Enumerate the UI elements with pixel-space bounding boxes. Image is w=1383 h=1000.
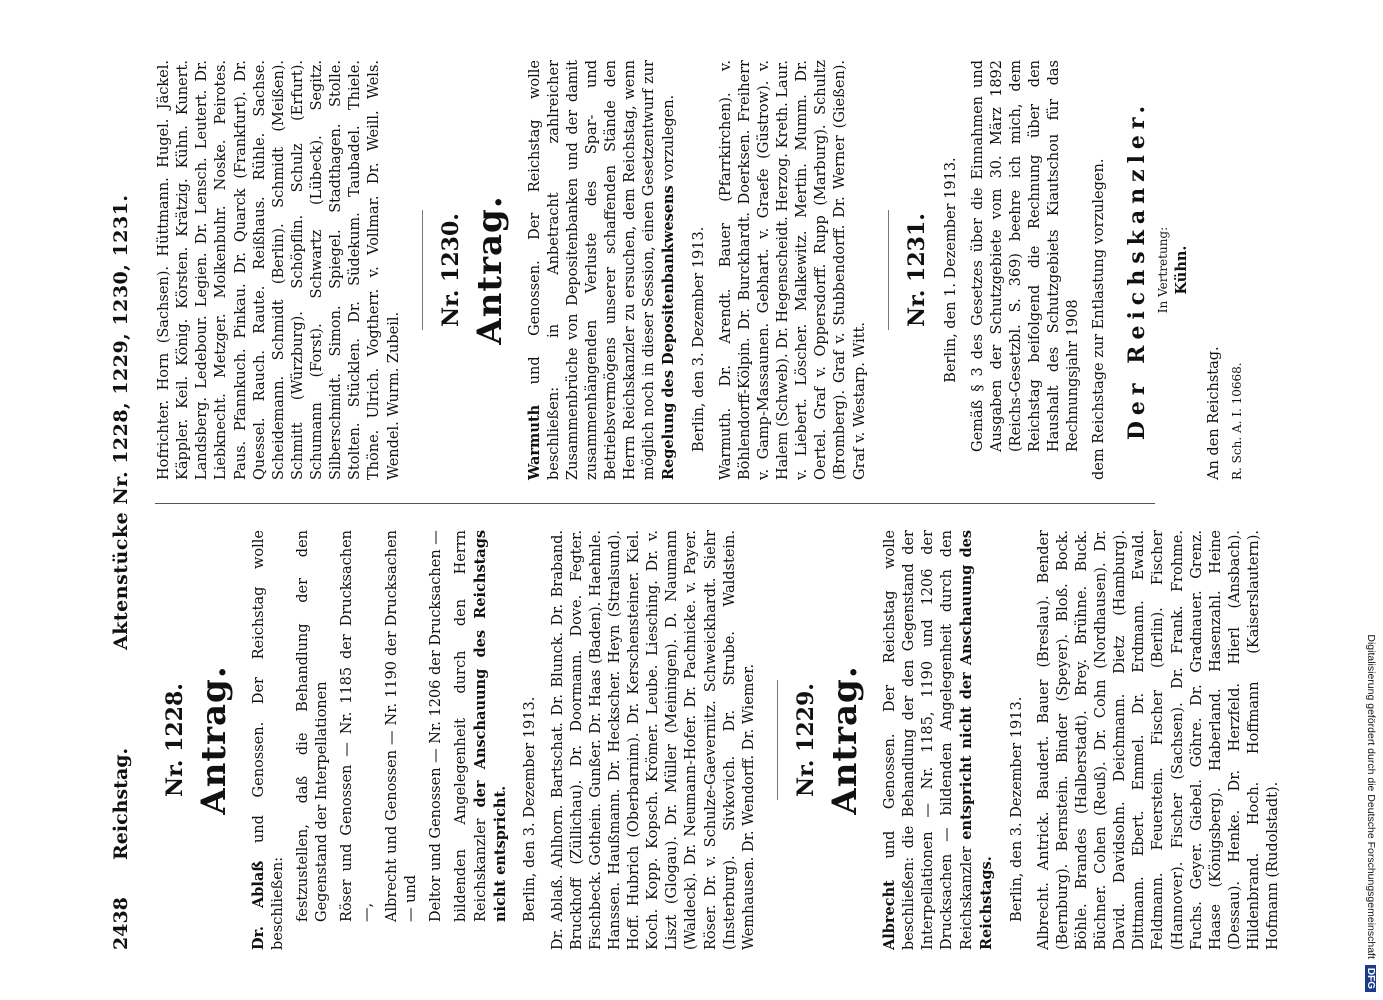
doc-date: Berlin, den 3. Dezember 1913.	[522, 696, 539, 922]
document-1229	[792, 530, 1283, 950]
doc-number: Nr. 1231.	[903, 213, 930, 327]
intro-name: Albrecht	[880, 880, 898, 950]
intro-end: vorzulegen.	[661, 94, 678, 181]
intro-text: und Genossen. Der Reichstag wolle beschließen:	[250, 529, 287, 950]
reference-number: R. Sch. A. I. 10668.	[1229, 362, 1244, 480]
doc-number: Nr. 1230.	[437, 213, 464, 327]
left-column	[155, 530, 1293, 950]
doc-number: Nr. 1228.	[162, 683, 188, 797]
doc-date: Berlin, den 1. Dezember 1913.	[942, 157, 959, 383]
rotated-document-page	[100, 50, 1282, 950]
doc-heading: Antrag.	[469, 195, 510, 345]
signatories-continued: Hofrichter. Horn (Sachsen). Hüttmann. Hugel. Jäckel. Käppler. Keil. König. Körsten. Krätzig. Kühn. Kunert. Landsberg. Ledebour. Legien. Dr. Lensch. Leutert. Dr. Liebknecht. Metzger. Molkenbuhr. Noske. Peirotes. Paus. Pfannkuch. Pinkau. Dr. Quarck (Frankfurt). Dr. Quessel. Rauch. Raute. Reißhaus. Rühle. Sachse. Scheidemann. Schmidt (Berlin). Schmidt (Meißen). Schmitt (Würzburg). Schöpflin. Schulz (Erfurt). Schumann (Forst). Schwartz (Lübeck). Segitz. Silberschmidt. Simon. Spiegel. Stadthagen. Stolle. Stolten. Stücklen. Dr. Südekum. Taubadel. Thiele. Thöne. Ulrich. Vogtherr. v. Vollmar. Dr. Weill. Wels. Wendel. Wurm. Zubeil.	[156, 60, 402, 480]
signatories: Dr. Ablaß. Ahlhorn. Bartschat. Dr. Blunck. Dr. Braband. Bruckhoff (Züllichau). Dr. Doormann. Dove. Fegter. Fischbeck. Gothein. Gunßer. Dr. Haas (Baden). Haehnle. Hanssen. Haußmann. Dr. Heckscher. Heyn (Stralsund). Hoff. Hubrich (Oberbarnim). Dr. Kerschensteiner. Kiel. Koch. Kopp. Kopsch. Krömer. Leube. Liesching. Dr. v. Liszt (Glogau). Dr. Müller (Meiningen). D. Naumann (Waldeck). Dr. Neumann-Hofer. Dr. Pachnicke. v. Payer. Röser. Dr. v. Schulze-Gaevernitz. Schweickhardt. Siehr (Insterburg). Sivkovich. Dr. Strube. Waldstein. Wemhausen. Dr. Wendorff. Dr. Wiemer.	[549, 530, 757, 950]
intro-paragraph	[249, 530, 288, 950]
motion-item	[452, 530, 511, 950]
body-end: dem Reichstage zur Entlastung vorzulegen.	[1090, 158, 1107, 480]
doc-heading: Antrag.	[194, 665, 235, 815]
header-title: Aktenstücke Nr. 1228, 1229, 1230, 1231.	[110, 194, 132, 650]
doc-date: Berlin, den 3. Dezember 1913.	[690, 226, 707, 452]
intro-text: und Genossen. Der Reichstag wolle beschließen: in Anbetracht zahlreicher Zusammenbrüche von Depositenbanken und der damit zusammenhängenden Verluste des Spar- und Betriebsvermögens unserer schaffenden Stände den Herrn Reichskanzler zu ersuchen, dem Reichstag, wenn möglich noch in dieser Session, einen Gesetzentwurf zur	[526, 59, 658, 480]
funding-text-wrapper	[1361, 8, 1381, 996]
doc-date: Berlin, den 3. Dezember 1913.	[1008, 696, 1025, 922]
document-1231	[903, 60, 1246, 480]
section-separator	[777, 680, 778, 800]
signer-name: Kühn.	[1172, 245, 1190, 295]
addressee: An den Reichstag.	[1205, 346, 1222, 480]
page-header	[100, 50, 140, 950]
intro-emphasis: entspricht nicht der Anschauung des Reichstags.	[958, 530, 996, 950]
funding-text: Digitalisierung gefördert durch die Deutsche Forschungsgemeinschaft	[1365, 634, 1377, 959]
page-number: 2438	[110, 897, 132, 950]
doc-heading: Antrag.	[824, 665, 865, 815]
right-column	[155, 60, 1252, 480]
intro-name: Warmuth	[525, 404, 543, 480]
intro-paragraph	[880, 530, 998, 950]
motion-item: festzustellen, daß die Behandlung der den Gegenstand der Interpellationen	[295, 530, 331, 922]
section-separator	[422, 210, 423, 330]
motion-item: Deltor und Genossen — Nr. 1206 der Drucksachen —	[427, 530, 444, 922]
intro-name: Dr. Ablaß	[249, 860, 267, 950]
document-1228	[161, 530, 759, 950]
intro-emphasis: Regelung des Depositenbankwesens	[660, 185, 678, 480]
signatories: Albrecht. Antrick. Baudert. Bauer (Breslau). Bender (Bernburg). Bernstein. Binder (Speyer). Bloß. Bock. Böhle. Brandes (Halberstadt). Brey. Brühne. Buck. Büchner. Cohen (Reuß). Dr. Cohn (Nordhausen). Dr. David. Davidsohn. Deichmann. Dietz (Hamburg). Dittmann. Ebert. Emmel. Dr. Erdmann. Ewald. Feldmann. Feuerstein. Fischer (Berlin). Fischer (Hannover). Fischer (Sachsen). Dr. Frank. Frohme. Fuchs. Geyer. Giebel. Göhre. Dr. Gradnauer. Grenz. Haase (Königsberg). Haberland. Hasenzahl. Heine (Dessau). Henke. Dr. Herzfeld. Hierl (Ansbach). Hildenbrand. Hoch. Hoffmann (Kaiserslautern). Hofmann (Rudolstadt).	[1035, 530, 1282, 950]
funding-sidenote	[1361, 8, 1381, 992]
header-label: Reichstag.	[110, 747, 132, 860]
column-divider	[155, 503, 1155, 504]
motion-text: bildenden Angelegenheit durch den Herrn Reichskanzler	[453, 530, 490, 922]
motion-emphasis: der Anschauung des Reichstags nicht entspricht.	[472, 530, 510, 922]
body-paragraph: Gemäß § 3 des Gesetzes über die Einnahmen und Ausgaben der Schutzgebiete vom 30. März 1892 (Reichs-Gesetzbl. S. 369) beehre ich mich, dem Reichstag beifolgend die Rechnung über den Haushalt des Schutzgebiets Kiautschou für das Rechnungsjahr 1908	[969, 60, 1082, 452]
doc-number: Nr. 1229.	[792, 683, 819, 797]
intro-text: und Genossen. Der Reichstag wolle beschließen: die Behandlung der den Gegenstand der Interpellationen — Nr. 1185, 1190 und 1206 der Drucksachen — bildenden Angelegenheit durch den Reichskanzler	[881, 529, 976, 950]
dfg-logo: DFG	[1366, 965, 1377, 992]
intro-paragraph	[525, 60, 680, 480]
motion-item: Röser und Genossen — Nr. 1185 der Drucksachen —,	[339, 530, 375, 922]
motion-item: Albrecht und Genossen — Nr. 1190 der Drucksachen — und	[383, 530, 419, 922]
vertretung-label: In Vertretung:	[1155, 226, 1170, 314]
section-separator	[888, 210, 889, 330]
document-1230	[437, 60, 870, 480]
signatories: Warmuth. Dr. Arendt. Bauer (Pfarrkirchen). v. Böhlendorff-Kölpin. Dr. Burckhardt. Doerksen. Freiherr v. Gamp-Massaunen. Gebhart. v. Graefe (Güstrow). v. Halem (Schweb). Dr. Hegenscheidt. Herzog. Kreth. Laur. v. Liebert. Löscher. Malkewitz. Mertin. Mumm. Dr. Oertel. Graf v. Oppersdorff. Rupp (Marburg). Schultz (Bromberg). Graf v. Stubbendorff. Dr. Werner (Gießen). Graf v. Westarp. Witt.	[717, 60, 868, 480]
signature-title: Der Reichskanzler.	[1123, 99, 1150, 441]
